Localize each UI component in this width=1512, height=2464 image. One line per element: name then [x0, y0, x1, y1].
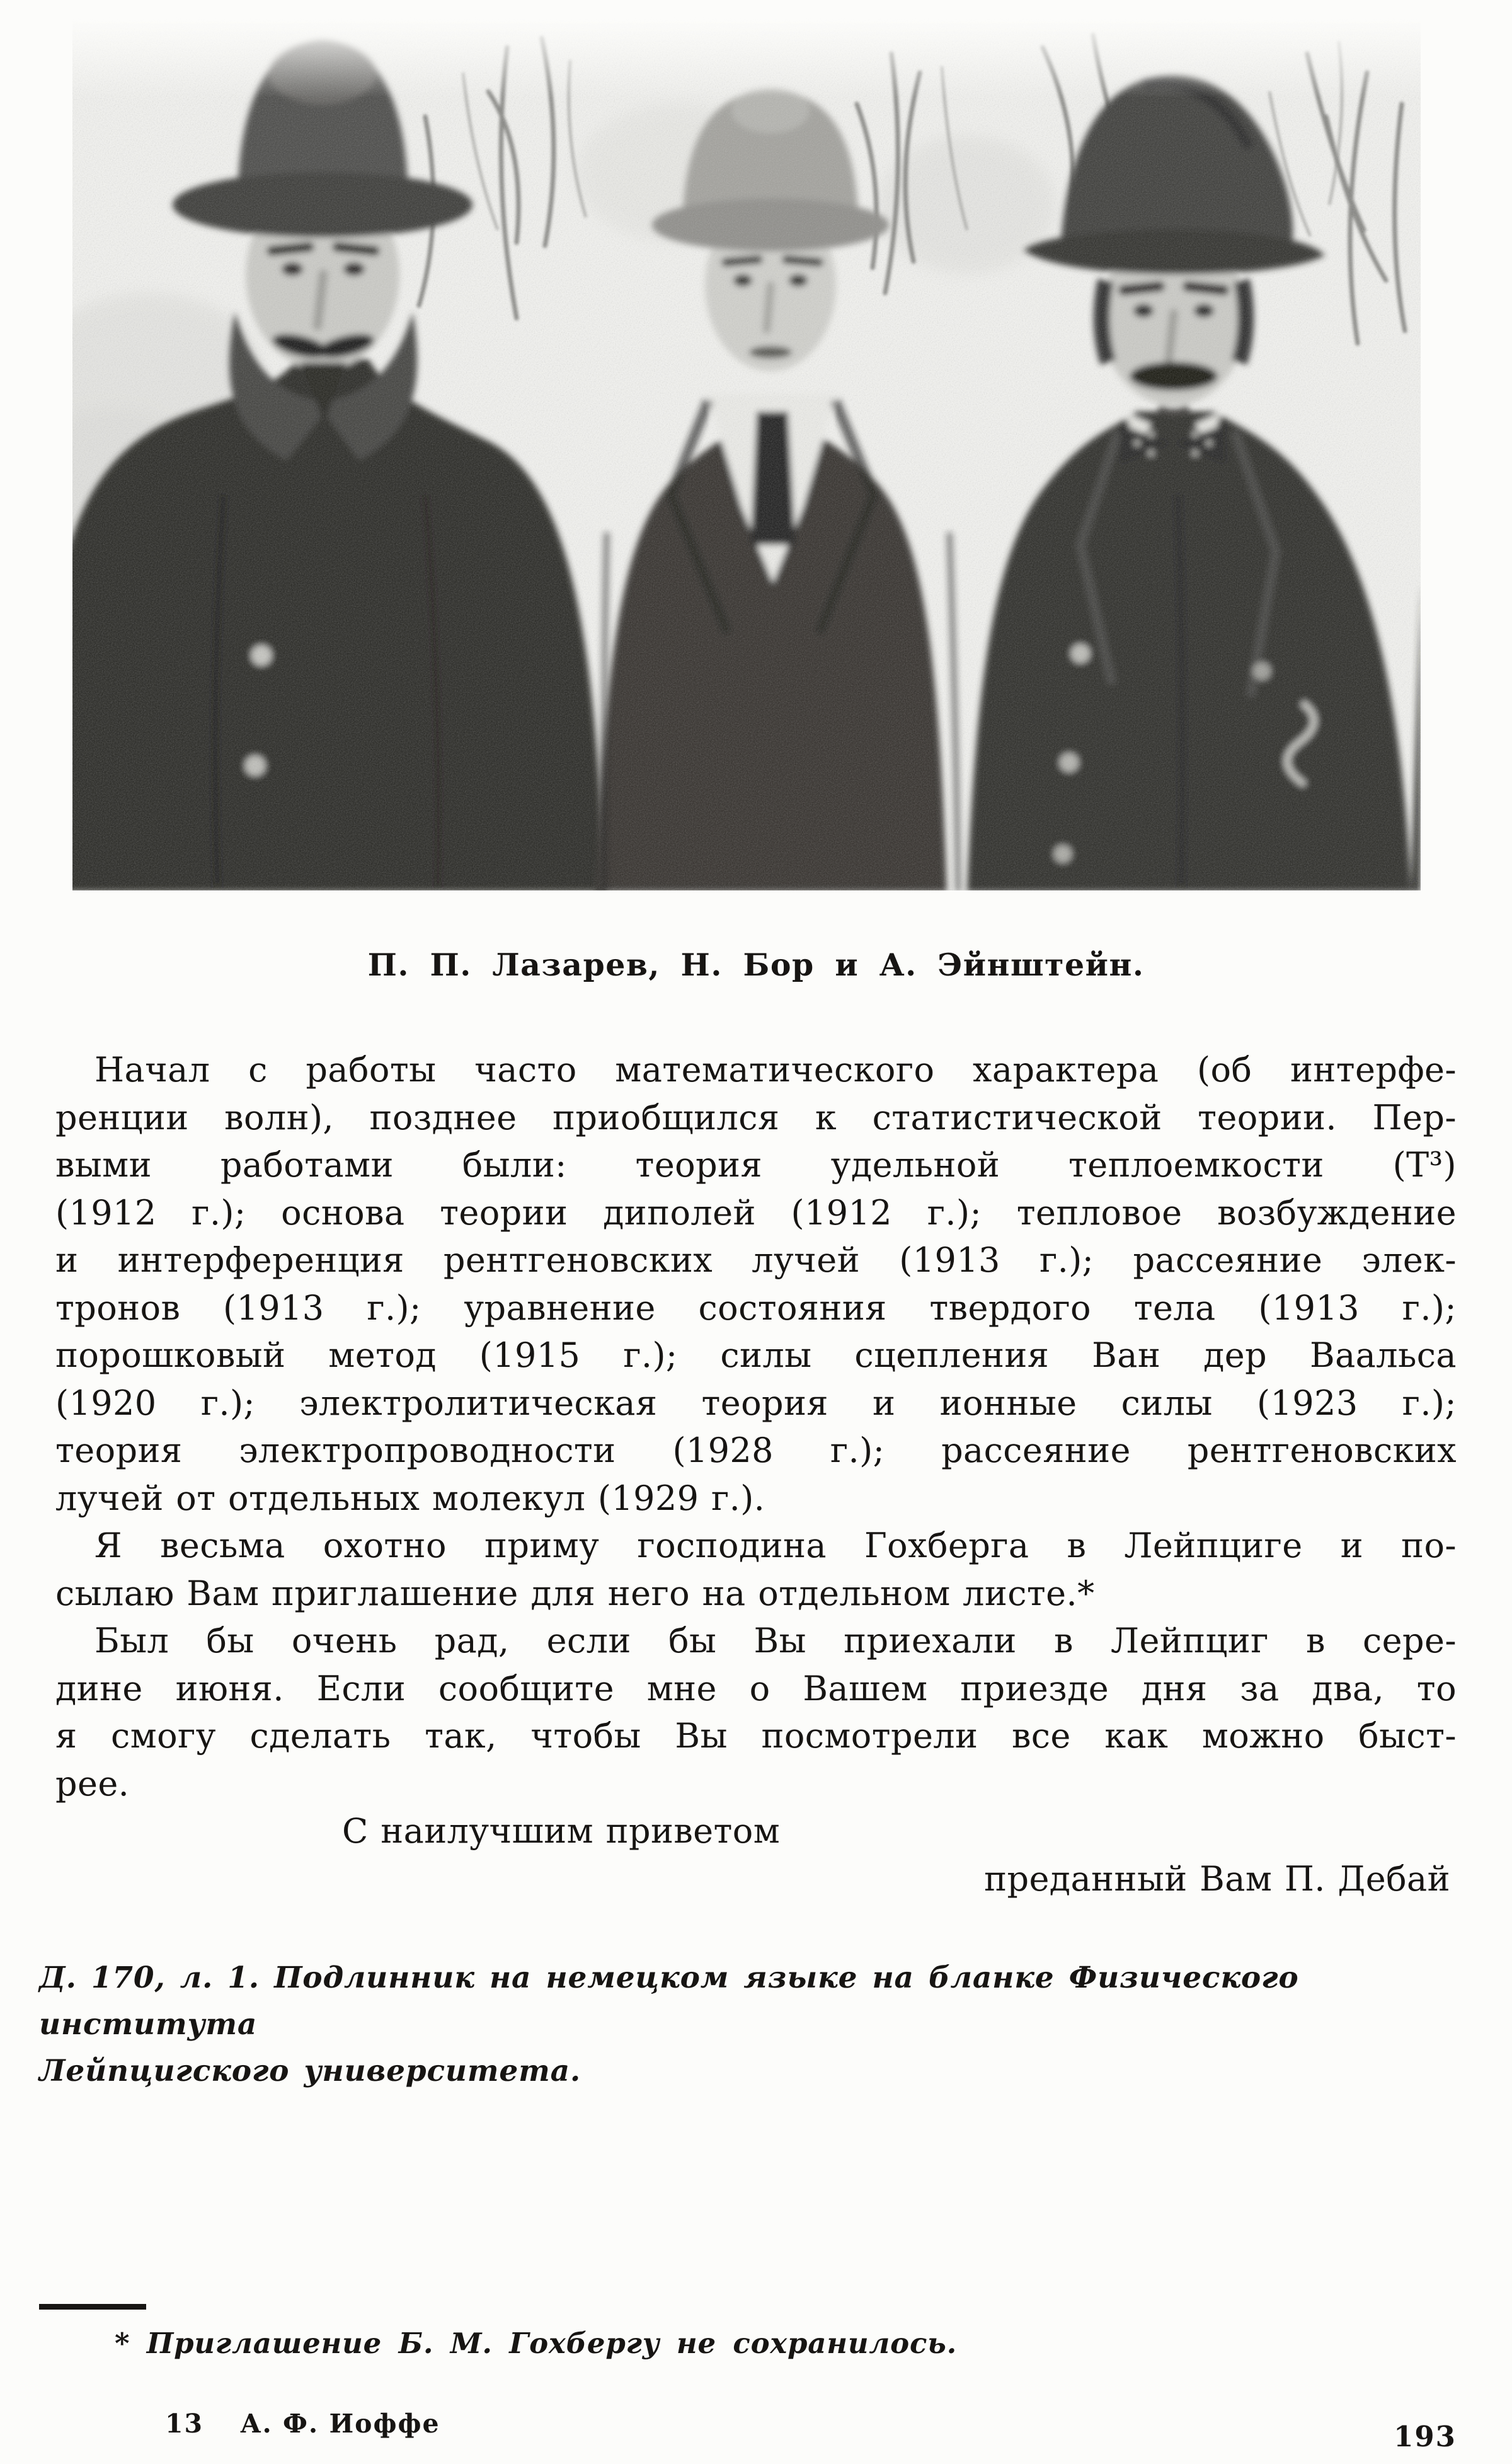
author-name: А. Ф. Иоффе	[240, 2409, 440, 2439]
text-line: Начал с работы часто математического характера (об интерфе-	[94, 1050, 1457, 1090]
text-line: дине июня. Если сообщите мне о Вашем приезде дня за два, то	[55, 1668, 1457, 1708]
page-number: 193	[1394, 2420, 1457, 2453]
text-line: тронов (1913 г.); уравнение состояния твердого тела (1913 г.);	[55, 1287, 1457, 1328]
photo-lazarev-bohr-einstein	[72, 16, 1421, 890]
archival-note	[39, 1955, 1482, 2095]
text-line: ренции волн), позднее приобщился к статистической теории. Пер-	[55, 1097, 1457, 1137]
text-line: лучей от отдельных молекул (1929 г.).	[55, 1478, 765, 1518]
text-line: порошковый метод (1915 г.); силы сцепления Ван дер Ваальса	[55, 1335, 1457, 1375]
archival-note-line: Д. 170, л. 1. Подлинник на немецком языке на бланке Физического института	[39, 1960, 1299, 2042]
text-line: (1912 г.); основа теории диполей (1912 г.); тепловое возбуждение	[55, 1192, 1457, 1233]
printer-signature	[165, 2409, 440, 2439]
signature-mark: 13	[165, 2409, 204, 2439]
photo-illustration	[72, 16, 1421, 890]
text-line: рее.	[55, 1763, 130, 1804]
text-line: (1920 г.); электролитическая теория и ионные силы (1923 г.);	[55, 1383, 1457, 1423]
text-line: Я весьма охотно приму господина Гохберга в Лейпциге и по-	[94, 1526, 1457, 1565]
text-line: я смогу сделать так, чтобы Вы посмотрели все как можно быст-	[55, 1716, 1457, 1756]
text-line: выми работами были: теория удельной теплоемкости (T³)	[55, 1145, 1457, 1185]
letter-body	[55, 1046, 1457, 1903]
footnote-divider	[39, 2304, 146, 2310]
text-line: Был бы очень рад, если бы Вы приехали в Лейпциг в сере-	[94, 1621, 1457, 1661]
footnote-text: * Приглашение Б. М. Гохбергу не сохранилось.	[115, 2327, 958, 2360]
photo-caption: П. П. Лазарев, Н. Бор и А. Эйнштейн.	[367, 947, 1145, 983]
text-line: и интерференция рентгеновских лучей (1913 г.); рассеяние элек-	[55, 1240, 1457, 1280]
text-line: теория электропроводности (1928 г.); рассеяние рентгеновских	[55, 1431, 1457, 1470]
archival-note-line: Лейпцигского университета.	[39, 2054, 581, 2088]
text-line: С наилучшим приветом	[342, 1811, 781, 1851]
text-line: преданный Вам П. Дебай	[984, 1858, 1450, 1899]
text-line: сылаю Вам приглашение для него на отдельном листе.*	[55, 1573, 1095, 1613]
